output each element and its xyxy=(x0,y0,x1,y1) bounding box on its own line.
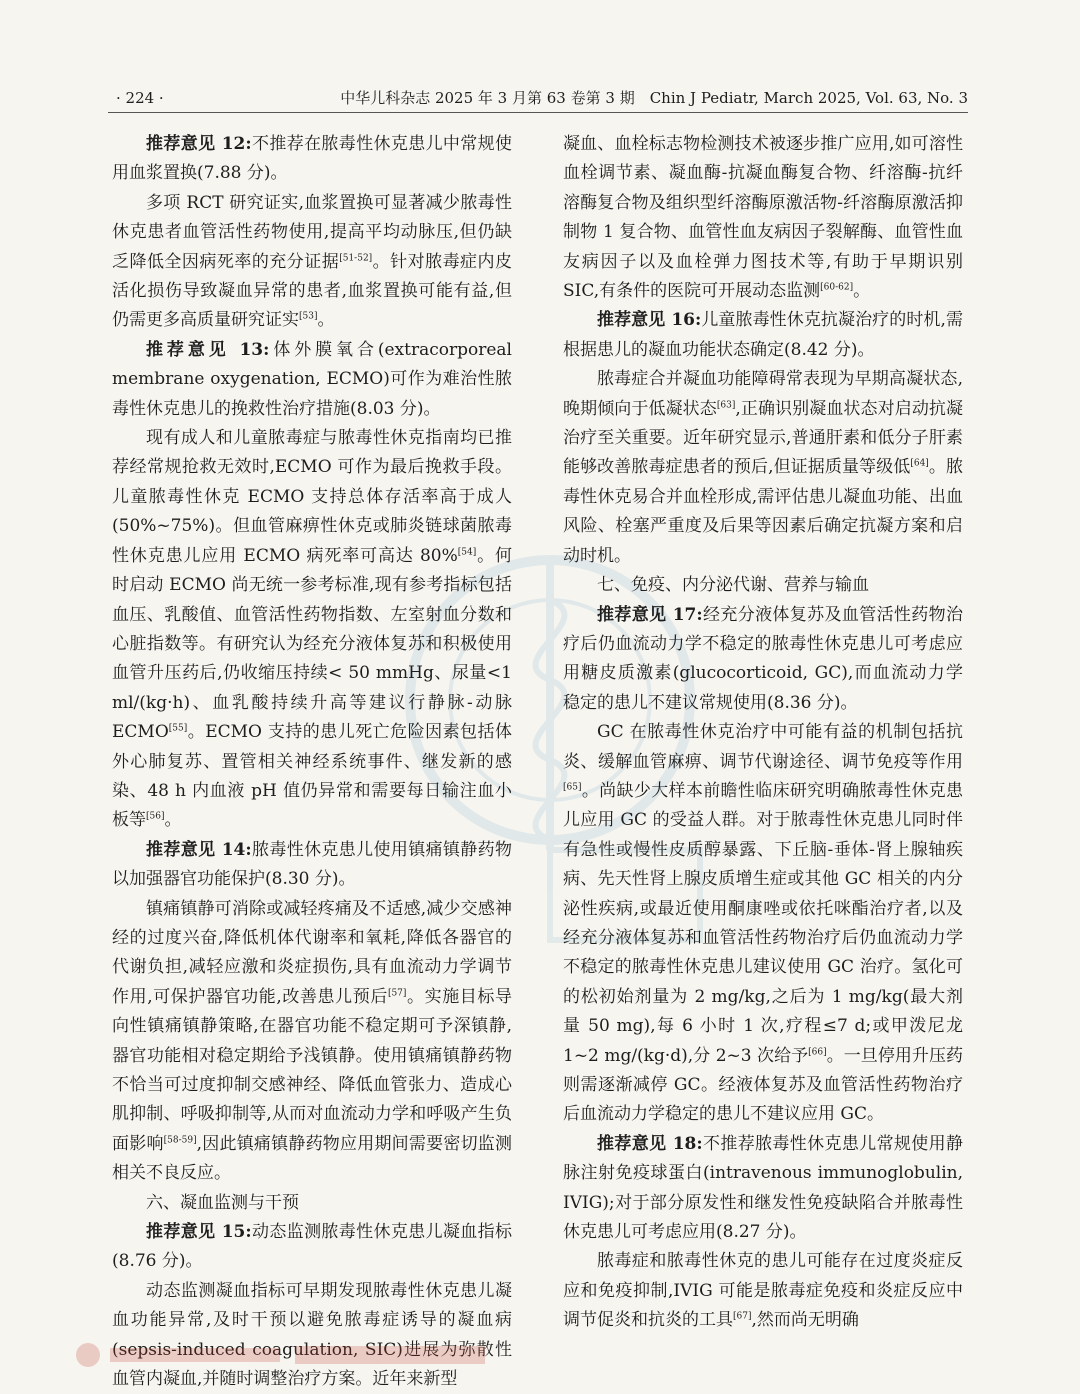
section-heading-6: 六、凝血监测与干预 xyxy=(146,1192,299,1213)
citation-ref: [54] xyxy=(457,547,477,558)
left-column xyxy=(112,130,513,1390)
paragraph: GC 在脓毒性休克治疗中可能有益的机制包括抗炎、缓解血管麻痹、调节代谢途径、调节免疫等作用[65]。尚缺少大样本前瞻性临床研究明确脓毒性休克患儿应用 GC 的受益人群。对于脓毒性休克患儿同时伴有急性或慢性皮质醇暴露、下丘脑-垂体-肾上腺轴疾病、先天性肾上腺皮质增生症或其他 GC 相关的内分泌性疾病,或最近使用酮康唑或依托咪酯治疗者,以及经充分液体复苏和血管活性药物治疗后仍血流动力学不稳定的脓毒性休克患儿建议使用 GC 治疗。氢化可的松初始剂量为 2 mg/kg,之后为 1 mg/kg(最大剂量 50 mg),每 6 小时 1 次,疗程≤7 d;或甲泼尼龙 1~2 mg/(kg·d),分 2~3 次给予[66]。一旦停用升压药则需逐渐减停 GC。经液体复苏及血管活性药物治疗后血流动力学稳定的患儿不建议应用 GC。 xyxy=(563,722,963,1125)
citation-ref: [53] xyxy=(299,311,318,322)
citation-ref: [63] xyxy=(716,400,736,410)
citation-ref: [56] xyxy=(146,811,165,822)
section-heading-7: 七、免疫、内分泌代谢、营养与输血 xyxy=(597,575,869,596)
citation-ref: [66] xyxy=(808,1046,827,1057)
citation-ref: [57] xyxy=(387,988,407,999)
paragraph: 镇痛镇静可消除或减轻疼痛及不适感,减少交感神经的过度兴奋,降低机体代谢率和氧耗,降低各器官的代谢负担,减轻应激和炎症损伤,具有血流动力学调节作用,可保护器官功能,改善患儿预后[57]。实施目标导向性镇痛镇静策略,在器官功能不稳定期可予深镇静,器官功能相对稳定期给予浅镇静。使用镇痛镇静药物不恰当可过度抑制交感神经、降低血管张力、造成心肌抑制、呼吸抑制等,从而对血流动力学和呼吸产生负面影响[58-59],因此镇痛镇静药物应用期间需要密切监测相关不良反应。 xyxy=(112,898,513,1184)
recommendation-13: 推荐意见 13:体外膜氧合(extracorporeal membrane oxygenation, ECMO)可作为难治性脓毒性休克患儿的挽救性治疗措施(8.03 分)。 xyxy=(112,339,512,419)
citation-ref: [67] xyxy=(733,1311,752,1322)
paragraph: 动态监测凝血指标可早期发现脓毒性休克患儿凝血功能异常,及时干预以避免脓毒症诱导的凝血病(sepsis-induced coagulation, SIC)进展为弥散性血管内凝血,并随时调整治疗方案。近年来新型 xyxy=(112,1280,512,1390)
recommendation-18: 推荐意见 18:不推荐脓毒性休克患儿常规使用静脉注射免疫球蛋白(intravenous immunoglobulin, IVIG);对于部分原发性和继发性免疫缺陷合并脓毒性休克患儿可考虑应用(8.27 分)。 xyxy=(563,1133,963,1243)
recommendation-15: 推荐意见 15:动态监测脓毒性休克患儿凝血指标(8.76 分)。 xyxy=(112,1222,512,1272)
citation-ref: [60-62] xyxy=(820,282,854,293)
citation-ref: [58-59] xyxy=(163,1135,197,1146)
citation-ref: [65] xyxy=(563,782,582,793)
paragraph: 脓毒症合并凝血功能障碍常表现为早期高凝状态,晚期倾向于低凝状态[63],正确识别凝血状态对启动抗凝治疗至关重要。近年研究显示,普通肝素和低分子肝素能够改善脓毒症患者的预后,但证据质量等级低[64]。脓毒性休克易合并血栓形成,需评估患儿凝血功能、出血风险、栓塞严重度及后果等因素后确定抗凝方案和启动时机。 xyxy=(563,369,964,566)
journal-citation: 中华儿科杂志 2025 年 3 月第 63 卷第 3 期 Chin J Pediatr, March 2025, Vol. 63, No. 3 xyxy=(340,89,968,107)
paragraph-continued: 凝血、血栓标志物检测技术被逐步推广应用,如可溶性血栓调节素、凝血酶-抗凝血酶复合物、纤溶酶-抗纤溶酶复合物及组织型纤溶酶原激活物-纤溶酶原激活抑制物 1 复合物、血管性血友病因子裂解酶、血管性血友病因子以及血栓弹力图技术等,有助于早期识别 SIC,有条件的医院可开展动态监测[60-62]。 xyxy=(563,134,963,302)
paragraph: 多项 RCT 研究证实,血浆置换可显著减少脓毒性休克患者血管活性药物使用,提高平均动脉压,但仍缺乏降低全因病死率的充分证据[51-52]。针对脓毒症内皮活化损伤导致凝血异常的患者,血浆置换可能有益,但仍需更多高质量研究证实[53]。 xyxy=(112,192,513,331)
header-rule xyxy=(108,112,968,113)
citation-ref: [51-52] xyxy=(339,252,373,263)
paragraph: 现有成人和儿童脓毒症与脓毒性休克指南均已推荐经常规抢救无效时,ECMO 可作为最后挽救手段。儿童脓毒性休克 ECMO 支持总体存活率高于成人(50%~75%)。但血管麻痹性休克或肺炎链球菌脓毒性休克患儿应用 ECMO 病死率可高达 80%[54]。何时启动 ECMO 尚无统一参考标准,现有参考指标包括血压、乳酸值、血管活性药物指数、左室射血分数和心脏指数等。有研究认为经充分液体复苏和积极使用血管升压药后,仍收缩压持续< 50 mmHg、尿量<1 ml/(kg·h)、血乳酸持续升高等建议行静脉-动脉 ECMO[55]。ECMO 支持的患儿死亡危险因素包括体外心肺复苏、置管相关神经系统事件、继发新的感染、48 h 内血液 pH 值仍异常和需要每日输注血小板等[56]。 xyxy=(112,428,512,831)
page-header xyxy=(108,88,968,112)
recommendation-17: 推荐意见 17:经充分液体复苏及血管活性药物治疗后仍血流动力学不稳定的脓毒性休克患儿可考虑应用糖皮质激素(glucocorticoid, GC),而血流动力学稳定的患儿不建议常规使用(8.36 分)。 xyxy=(563,604,963,713)
recommendation-14: 推荐意见 14:脓毒性休克患儿使用镇痛镇静药物以加强器官功能保护(8.30 分)。 xyxy=(112,839,512,890)
page-number: · 224 · xyxy=(116,89,164,107)
paragraph: 脓毒症和脓毒性休克的患儿可能存在过度炎症反应和免疫抑制,IVIG 可能是脓毒症免疫和炎症反应中调节促炎和抗炎的工具[67],然而尚无明确 xyxy=(563,1251,963,1331)
recommendation-16: 推荐意见 16:儿童脓毒性休克抗凝治疗的时机,需根据患儿的凝血功能状态确定(8.42 分)。 xyxy=(563,310,963,360)
recommendation-12: 推荐意见 12:不推荐在脓毒性休克患儿中常规使用血浆置换(7.88 分)。 xyxy=(112,134,512,184)
right-column xyxy=(563,130,963,1355)
citation-ref: [55] xyxy=(168,723,188,734)
citation-ref: [64] xyxy=(910,458,929,469)
